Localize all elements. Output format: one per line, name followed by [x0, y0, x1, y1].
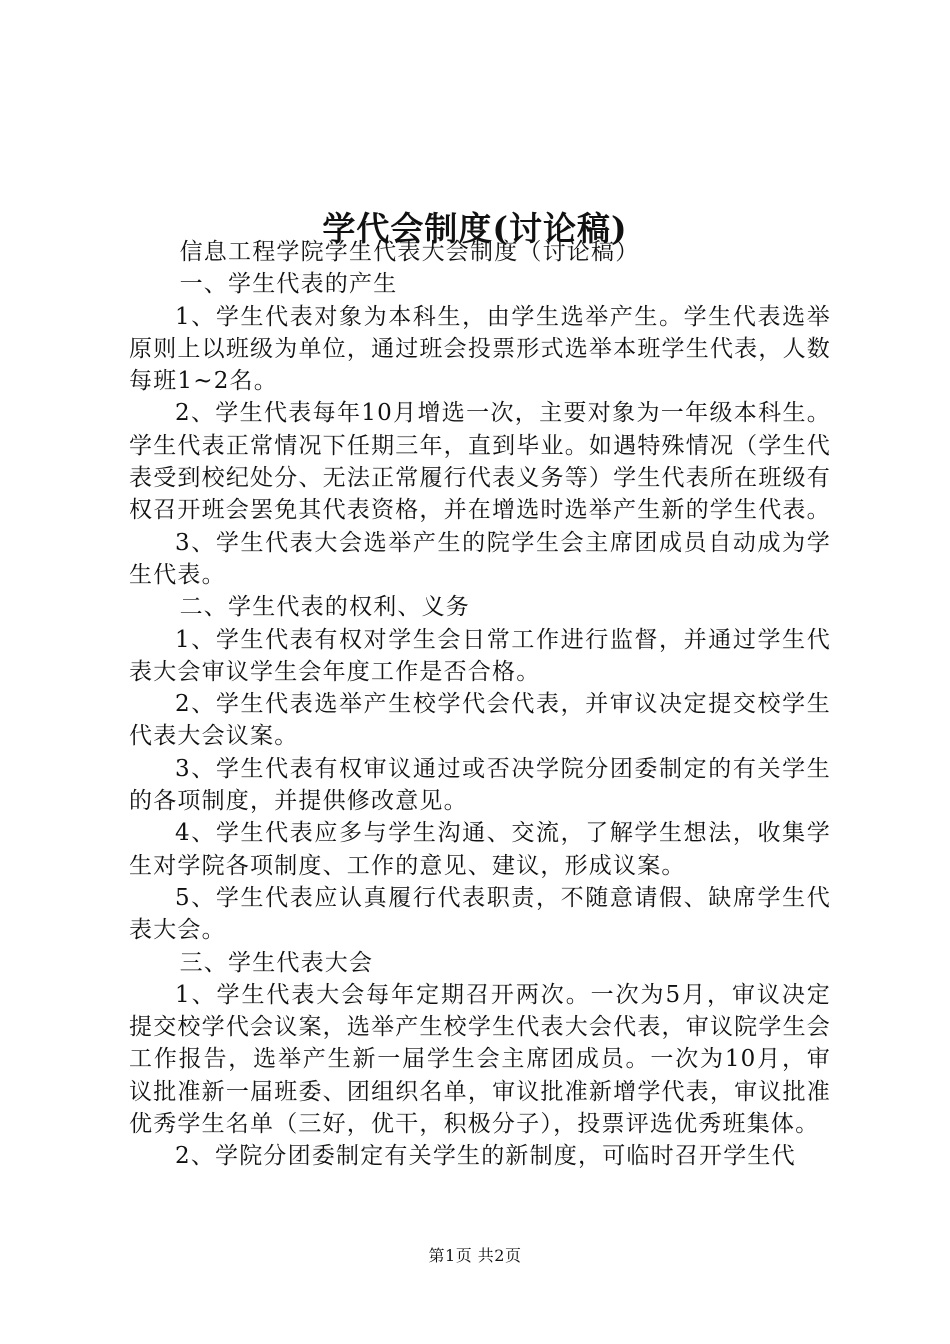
paragraph: 2、学生代表选举产生校学代会代表，并审议决定提交校学生代表大会议案。: [129, 691, 831, 750]
paragraph: 3、学生代表有权审议通过或否决学院分团委制定的有关学生的各项制度，并提供修改意见。: [129, 755, 831, 815]
paragraph: 1、学生代表对象为本科生，由学生选举产生。学生代表选举原则上以班级为单位，通过班会投票形式选举本班学生代表，人数每班1~2名。: [129, 303, 831, 395]
section-heading-1: 一、学生代表的产生: [179, 271, 398, 298]
paragraph: 4、学生代表应多与学生沟通、交流，了解学生想法，收集学生对学院各项制度、工作的意见、建议，形成议案。: [129, 820, 831, 879]
section-heading-2: 二、学生代表的权利、义务: [179, 594, 470, 621]
paragraph: 2、学生代表每年10月增选一次，主要对象为一年级本科生。学生代表正常情况下任期三年，直到毕业。如遇特殊情况（学生代表受到校纪处分、无法正常履行代表义务等）学生代表所在班级有权召开班会罢免其代表资格，并在增选时选举产生新的学生代表。: [129, 400, 831, 524]
paragraph: 2、学院分团委制定有关学生的新制度，可临时召开学生代: [175, 1143, 796, 1170]
paragraph: 5、学生代表应认真履行代表职责，不随意请假、缺席学生代表大会。: [129, 884, 831, 944]
document-body: [129, 236, 831, 1173]
document-subtitle: 信息工程学院学生代表大会制度（讨论稿）: [179, 239, 640, 265]
paragraph: 1、学生代表有权对学生会日常工作进行监督，并通过学生代表大会审议学生会年度工作是否合格。: [129, 626, 831, 685]
page-number-footer: 第1页 共2页: [428, 1246, 522, 1265]
paragraph: 1、学生代表大会每年定期召开两次。一次为5月，审议决定提交校学代会议案，选举产生校学生代表大会代表，审议院学生会工作报告，选举产生新一届学生会主席团成员。一次为10月，审议批准新一届班委、团组织名单，审议批准新增学代表，审议批准优秀学生名单（三好，优干，积极分子），投票评选优秀班集体。: [129, 981, 831, 1138]
document-title: 学代会制度(讨论稿): [322, 209, 628, 249]
paragraph: 3、学生代表大会选举产生的院学生会主席团成员自动成为学生代表。: [129, 529, 831, 588]
section-heading-3: 三、学生代表大会: [179, 949, 374, 976]
